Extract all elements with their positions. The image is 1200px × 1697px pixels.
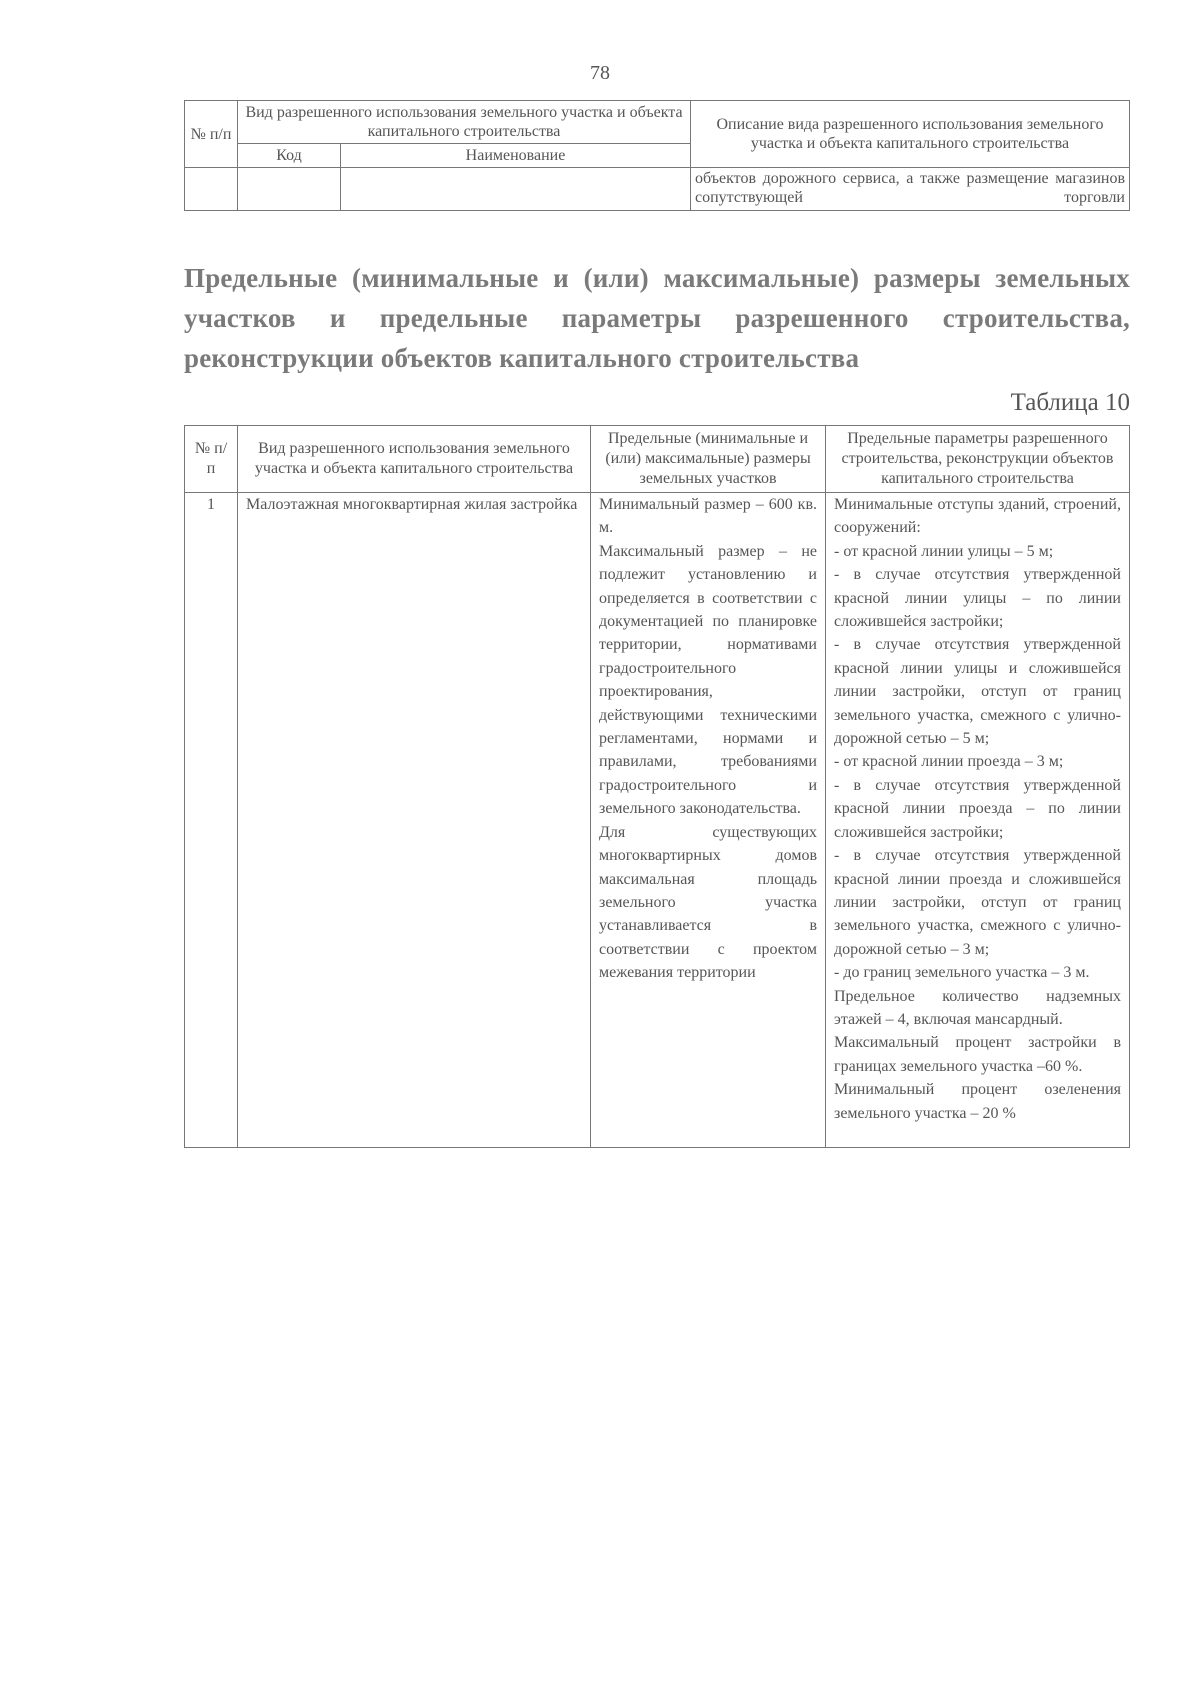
table-10 — [184, 425, 1130, 1148]
cell-name — [341, 168, 691, 211]
header-code: Код — [238, 144, 341, 168]
header-name: Наименование — [341, 144, 691, 168]
header-params: Предельные параметры разрешенного строительства, реконструкции объектов капитального строительства — [826, 426, 1130, 493]
sizes-paragraph: Максимальный размер – не подлежит установлению и определяется в соответствии с документацией по планировке территории, нормативами градостроительного проектирования, действующими техническими регламентами, нормами и правилами, требованиями градостроительного и земельного законодательства. — [599, 542, 817, 818]
cell-code — [238, 168, 341, 211]
cell-description: объектов дорожного сервиса, а также размещение магазинов сопутствующей торговли — [691, 168, 1130, 211]
params-paragraph: - от красной линии улицы – 5 м; — [834, 542, 1054, 560]
continuation-table — [184, 100, 1130, 211]
params-paragraph: Минимальный процент озеленения земельного участка – 20 % — [834, 1081, 1121, 1122]
sizes-paragraph: Для существующих многоквартирных домов максимальная площадь земельного участка устанавливается в соответствии с проектом межевания территории — [599, 823, 817, 982]
params-paragraph: - до границ земельного участка – 3 м. — [834, 964, 1090, 982]
table-caption: Таблица 10 — [1010, 389, 1130, 416]
cell-vid: Малоэтажная многоквартирная жилая застройка — [238, 493, 591, 1148]
cell-sizes — [591, 493, 826, 1148]
header-num: № п/п — [185, 101, 238, 168]
params-paragraph: Предельное количество надземных этажей – 4, включая мансардный. — [834, 987, 1121, 1028]
cell-params — [826, 493, 1130, 1148]
header-vid: Вид разрешенного использования земельного участка и объекта капитального строительства — [238, 101, 691, 144]
params-paragraph: - от красной линии проезда – 3 м; — [834, 753, 1064, 771]
page-number: 78 — [590, 62, 610, 84]
header-sizes: Предельные (минимальные и (или) максимальные) размеры земельных участков — [591, 426, 826, 493]
params-paragraph: Минимальные отступы зданий, строений, сооружений: — [834, 496, 1121, 537]
header-vid: Вид разрешенного использования земельного участка и объекта капитального строительства — [238, 426, 591, 493]
params-paragraph: - в случае отсутствия утвержденной красной линии проезда – по линии сложившейся застройки; — [834, 776, 1121, 841]
table-row — [185, 493, 1130, 1148]
sizes-paragraph: Минимальный размер – 600 кв. м. — [599, 496, 817, 537]
params-paragraph: - в случае отсутствия утвержденной красной линии улицы – по линии сложившейся застройки; — [834, 566, 1121, 631]
header-description: Описание вида разрешенного использования земельного участка и объекта капитального строительства — [691, 101, 1130, 168]
params-paragraph: - в случае отсутствия утвержденной красной линии улицы и сложившейся линии застройки, отступ от границ земельного участка, смежного с улично-дорожной сетью – 5 м; — [834, 636, 1121, 748]
params-paragraph: - в случае отсутствия утвержденной красной линии проезда и сложившейся линии застройки, отступ от границ земельного участка, смежного с улично-дорожной сетью – 3 м; — [834, 847, 1121, 958]
table-row — [185, 168, 1130, 211]
cell-num — [185, 168, 238, 211]
params-paragraph: Максимальный процент застройки в границах земельного участка –60 %. — [834, 1034, 1121, 1075]
section-heading: Предельные (минимальные и (или) максимальные) размеры земельных участков и предельные параметры разрешенного строительства, реконструкции объектов капитального строительства — [184, 263, 1130, 373]
header-num: № п/п — [185, 426, 238, 493]
cell-num: 1 — [185, 493, 238, 1148]
